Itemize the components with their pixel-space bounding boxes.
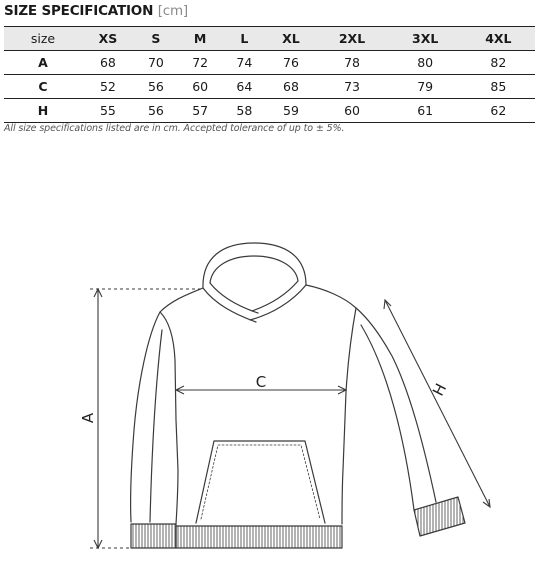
right-cuff (414, 497, 465, 536)
table-cell: 78 (315, 51, 388, 75)
dimension-a-label: A (79, 412, 97, 424)
table-cell: 72 (178, 51, 222, 75)
table-cell: 52 (82, 75, 134, 99)
size-header-xl: XL (266, 27, 315, 51)
table-cell: 60 (178, 75, 222, 99)
size-header-m: M (178, 27, 222, 51)
tolerance-note: All size specifications listed are in cm. Accepted tolerance of up to ± 5%. (4, 123, 345, 134)
table-cell: 68 (266, 75, 315, 99)
table-cell: 56 (134, 99, 178, 123)
size-header-s: S (134, 27, 178, 51)
collar-right-band (250, 281, 306, 320)
row-label-c: C (4, 75, 82, 99)
hood-inner-outline (210, 256, 298, 283)
table-cell: 57 (178, 99, 222, 123)
table-cell: 61 (389, 99, 462, 123)
size-header-3xl: 3XL (389, 27, 462, 51)
table-cell: 59 (266, 99, 315, 123)
table-cell: 85 (462, 75, 535, 99)
table-cell: 68 (82, 51, 134, 75)
row-label-a: A (4, 51, 82, 75)
row-label-h: H (4, 99, 82, 123)
hood-outline (203, 243, 306, 288)
dimension-c-label: C (255, 373, 267, 391)
pocket-stitch (201, 445, 320, 519)
body-side-lines (176, 470, 343, 524)
title-main: SIZE SPECIFICATION (4, 3, 154, 19)
table-cell: 58 (222, 99, 266, 123)
left-cuff (131, 524, 176, 548)
size-header-4xl: 4XL (462, 27, 535, 51)
hem-band (176, 526, 342, 548)
dimension-h-label: H (428, 380, 451, 399)
size-header-xs: XS (82, 27, 134, 51)
body-outline (131, 285, 436, 522)
size-corner-header: size (4, 27, 82, 51)
size-header-2xl: 2XL (315, 27, 388, 51)
sleeve-inner-line (150, 325, 414, 522)
table-cell: 82 (462, 51, 535, 75)
table-cell: 64 (222, 75, 266, 99)
kangaroo-pocket (196, 441, 325, 523)
table-cell: 60 (315, 99, 388, 123)
table-cell: 80 (389, 51, 462, 75)
collar-left-band (203, 283, 258, 322)
size-header-l: L (222, 27, 266, 51)
table-cell: 79 (389, 75, 462, 99)
table-cell: 73 (315, 75, 388, 99)
title-unit: [cm] (157, 3, 188, 19)
dimension-h-line (385, 300, 490, 507)
table-cell: 76 (266, 51, 315, 75)
left-sleeve-seam (160, 312, 178, 470)
table-cell: 74 (222, 51, 266, 75)
table-cell: 62 (462, 99, 535, 123)
table-cell: 56 (134, 75, 178, 99)
table-cell: 55 (82, 99, 134, 123)
table-cell: 70 (134, 51, 178, 75)
